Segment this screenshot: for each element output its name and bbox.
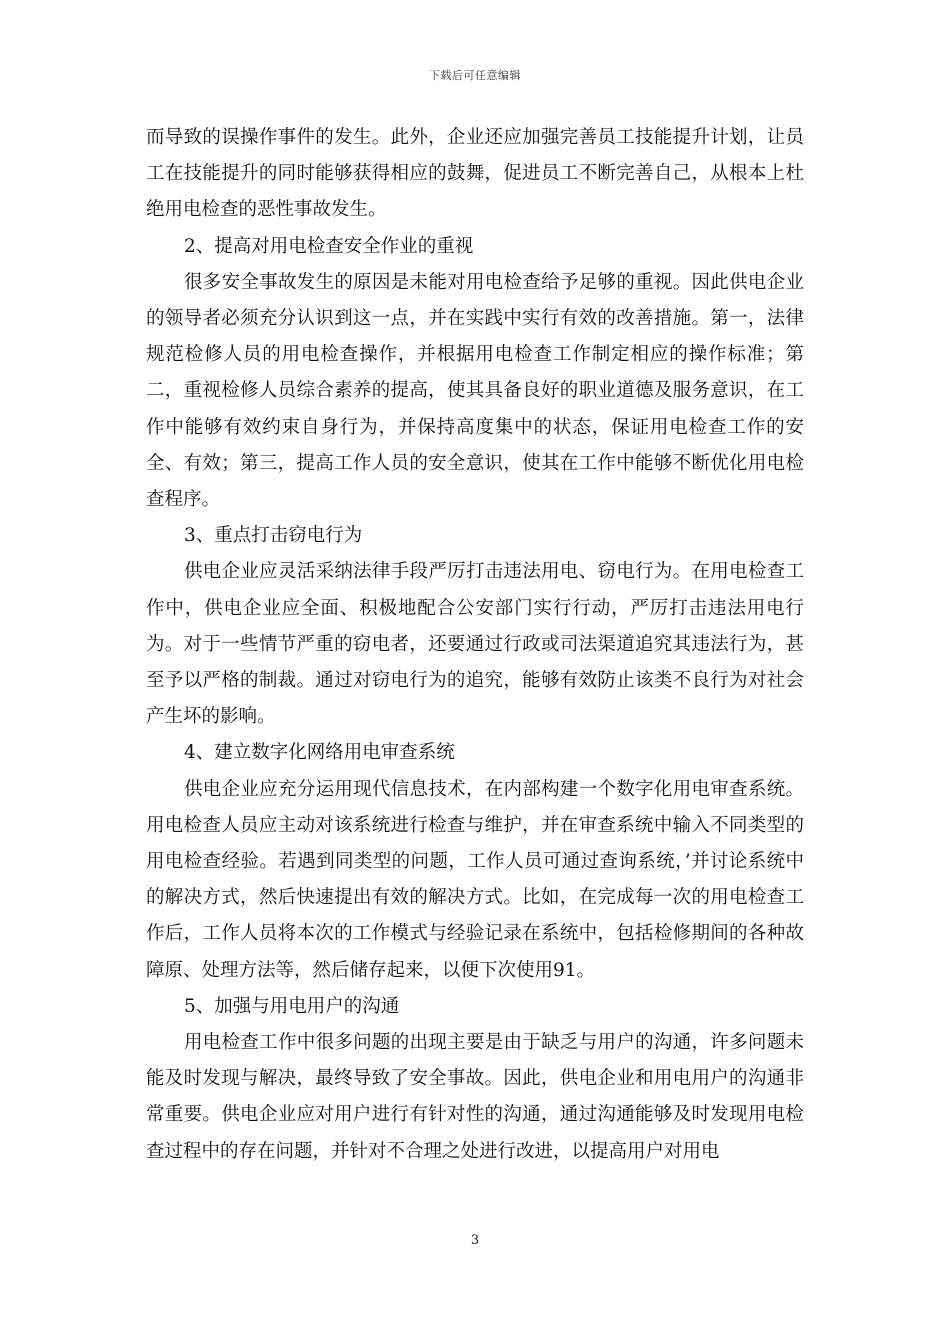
document-body (146, 120, 804, 1170)
section-heading-2: 2、提高对用电检查安全作业的重视 (184, 235, 474, 257)
paragraph-section-4: 供电企业应充分运用现代信息技术，在内部构建一个数字化用电审查系统。用电检查人员应主动对该系统进行检查与维护，并在审查系统中输入不同类型的用电检查经验。若遇到同类型的问题，工作人员可通过查询系统，’并讨论系统中的解决方式，然后快速提出有效的解决方式。比如，在完成每一次的用电检查工作后，工作人员将本次的工作模式与经验记录在系统中，包括检修期间的各种故障原、处理方法等，然后储存起来，以便下次使用91。 (146, 778, 804, 981)
section-heading-3: 3、重点打击窃电行为 (184, 525, 363, 547)
page-number: 3 (470, 1233, 480, 1248)
paragraph-section-5: 用电检查工作中很多问题的出现主要是由于缺乏与用户的沟通，许多问题未能及时发现与解决，最终导致了安全事故。因此，供电企业和用电用户的沟通非常重要。供电企业应对用户进行有针对性的沟通，通过沟通能够及时发现用电检查过程中的存在问题，并针对不合理之处进行改进，以提高用户对用电 (146, 1032, 804, 1162)
section-heading-5: 5、加强与用电用户的沟通 (184, 995, 400, 1017)
section-heading-4: 4、建立数字化网络用电审查系统 (184, 742, 455, 764)
page-header-note: 下载后可任意编辑 (429, 69, 521, 82)
paragraph-continuation: 而导致的误操作事件的发生。此外，企业还应加强完善员工技能提升计划，让员工在技能提升的同时能够获得相应的鼓舞，促进员工不断完善自己，从根本上杜绝用电检查的恶性事故发生。 (146, 127, 804, 221)
paragraph-section-2: 很多安全事故发生的原因是未能对用电检查给予足够的重视。因此供电企业的领导者必须充分认识到这一点，并在实践中实行有效的改善措施。第一，法律规范检修人员的用电检查操作，并根据用电检查工作制定相应的操作标准；第二，重视检修人员综合素养的提高，使其具备良好的职业道德及服务意识，在工作中能够有效约束自身行为，并保持高度集中的状态，保证用电检查工作的安全、有效；第三，提高工作人员的安全意识，使其在工作中能够不断优化用电检查程序。 (146, 271, 804, 511)
paragraph-section-3: 供电企业应灵活采纳法律手段严厉打击违法用电、窃电行为。在用电检查工作中，供电企业应全面、积极地配合公安部门实行行动，严厉打击违法用电行为。对于一些情节严重的窃电者，还要通过行政或司法渠道追究其违法行为，甚至予以严格的制裁。通过对窃电行为的追究，能够有效防止该类不良行为对社会产生坏的影响。 (146, 561, 804, 728)
